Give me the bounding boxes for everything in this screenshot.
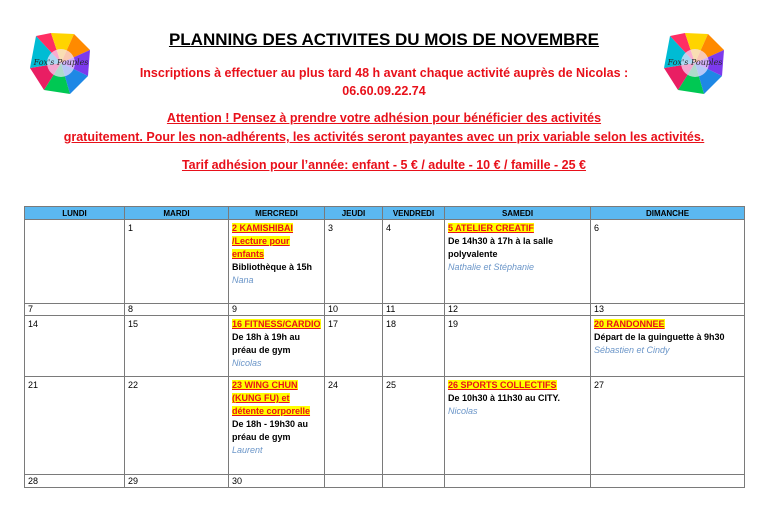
day-header: MERCREDI — [229, 207, 325, 220]
activity-title: 26 SPORTS COLLECTIFS — [448, 380, 557, 390]
day-header: DIMANCHE — [591, 207, 745, 220]
activity-title: 16 FITNESS/CARDIO — [232, 319, 321, 329]
day-number: 21 — [28, 380, 39, 390]
day-cell — [591, 475, 745, 488]
activity-organizer: Nicolas — [232, 358, 262, 368]
day-number: 28 — [25, 475, 125, 488]
day-number: 19 — [448, 319, 459, 329]
day-number: 25 — [386, 380, 397, 390]
activity-detail: De 18h à 19h au préau de gym — [232, 332, 301, 355]
activity-cell — [229, 316, 325, 377]
day-cell — [383, 220, 445, 304]
activity-cell — [229, 220, 325, 304]
activity-cell — [445, 377, 591, 475]
day-cell — [445, 475, 591, 488]
day-number: 18 — [386, 319, 397, 329]
page-title: PLANNING DES ACTIVITES DU MOIS DE NOVEMBRE — [168, 30, 600, 49]
activity-organizer: Nicolas — [448, 406, 478, 416]
day-cell — [445, 316, 591, 377]
inscription-text: Inscriptions à effectuer au plus tard 48 h avant chaque activité auprès de Nicolas : — [139, 66, 629, 80]
day-number: 7 — [25, 304, 125, 316]
calendar-week-row — [25, 304, 745, 316]
day-cell — [591, 377, 745, 475]
calendar-week-row — [25, 220, 745, 304]
day-number: 30 — [229, 475, 325, 488]
day-cell — [325, 220, 383, 304]
day-cell — [383, 475, 445, 488]
activity-detail: Départ de la guinguette à 9h30 — [594, 332, 725, 342]
activity-organizer: Nana — [232, 275, 254, 285]
activity-cell — [229, 377, 325, 475]
day-number: 9 — [229, 304, 325, 316]
day-number: 13 — [591, 304, 745, 316]
calendar-week-row — [25, 377, 745, 475]
activity-title: 23 WING CHUN (KUNG FU) et détente corporelle — [232, 380, 311, 416]
tarif-text: Tarif adhésion pour l’année: enfant - 5 € / adulte - 10 € / famille - 25 € — [181, 158, 587, 172]
day-number: 14 — [28, 319, 39, 329]
day-cell — [25, 377, 125, 475]
activity-title: 20 RANDONNEE — [594, 319, 665, 329]
day-number: 1 — [128, 223, 134, 233]
day-number: 15 — [128, 319, 139, 329]
activity-organizer: Sébastien et Cindy — [594, 345, 670, 355]
activity-organizer: Laurent — [232, 445, 263, 455]
day-number: 6 — [594, 223, 600, 233]
activity-detail: De 18h - 19h30 au préau de gym — [232, 419, 309, 442]
logo-text: Fox's Pouples — [33, 58, 89, 67]
attention-text-2: gratuitement. Pour les non-adhérents, les activités seront payantes avec un prix variable selon les activités. — [63, 130, 705, 144]
activity-cell — [445, 220, 591, 304]
calendar-header-row — [25, 207, 745, 220]
day-cell — [325, 316, 383, 377]
day-cell — [25, 316, 125, 377]
activity-detail: De 10h30 à 11h30 au CITY. — [448, 393, 561, 403]
day-header: LUNDI — [25, 207, 125, 220]
activity-cell — [591, 316, 745, 377]
calendar-week-row — [25, 316, 745, 377]
day-header: MARDI — [125, 207, 229, 220]
activity-detail: De 14h30 à 17h à la salle polyvalente — [448, 236, 554, 259]
day-cell — [25, 220, 125, 304]
day-header: SAMEDI — [445, 207, 591, 220]
activity-title: 5 ATELIER CREATIF — [448, 223, 534, 233]
attention-text: Attention ! Pensez à prendre votre adhésion pour bénéficier des activités — [166, 111, 602, 125]
day-cell — [125, 316, 229, 377]
calendar-week-row — [25, 475, 745, 488]
day-cell — [125, 220, 229, 304]
activity-title: 2 KAMISHIBAI /Lecture pour enfants — [232, 223, 294, 259]
activity-organizer: Nathalie et Stéphanie — [448, 262, 535, 272]
day-number: 12 — [445, 304, 591, 316]
day-cell — [383, 316, 445, 377]
day-number: 22 — [128, 380, 139, 390]
day-number: 11 — [383, 304, 445, 316]
day-number: 3 — [328, 223, 334, 233]
calendar-table — [24, 206, 745, 488]
day-number: 8 — [125, 304, 229, 316]
day-number: 4 — [386, 223, 392, 233]
day-number: 24 — [328, 380, 339, 390]
day-cell — [325, 377, 383, 475]
day-header: JEUDI — [325, 207, 383, 220]
day-number: 17 — [328, 319, 339, 329]
day-number: 27 — [594, 380, 605, 390]
day-header: VENDREDI — [383, 207, 445, 220]
day-cell — [325, 475, 383, 488]
day-cell — [591, 220, 745, 304]
activity-detail: Bibliothèque à 15h — [232, 262, 313, 272]
phone-number: 06.60.09.22.74 — [342, 84, 426, 98]
logo-text: Fox's Pouples — [667, 58, 723, 67]
day-number: 10 — [325, 304, 383, 316]
day-cell — [125, 377, 229, 475]
day-number: 29 — [125, 475, 229, 488]
day-cell — [383, 377, 445, 475]
